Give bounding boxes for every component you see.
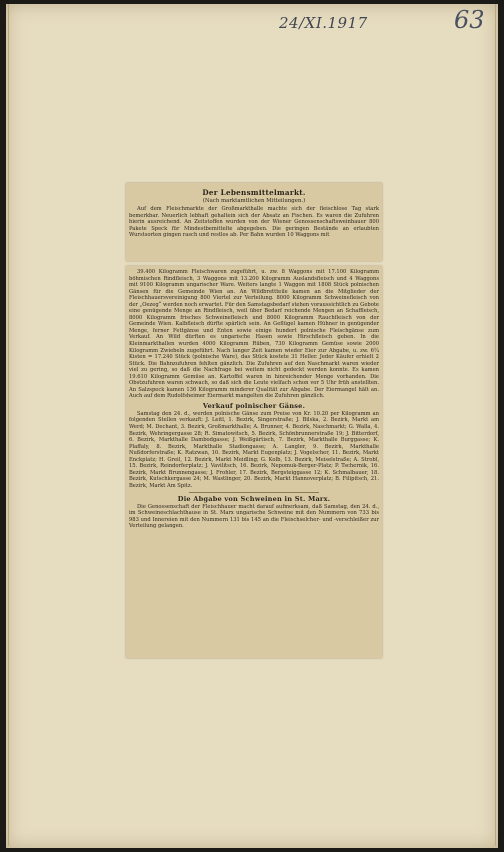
handwritten-date: 24/XI.1917 (279, 14, 368, 32)
geese-sale-paragraph: Samstag den 24. d., werden polnische Gänse zum Preise von Kr. 10.20 per Kilogramm an folgenden Stellen verkauft: J. Leitl, 1. Bezirk, Singerstraße; J. Bilska, 2. Bezirk, Markt am Werd; M. Dechant, 3. Bezirk, Großmarkthalle; A. Brunner, 4. Bezirk, Naschmarkt; G. Walla, 4. Bezirk, Wehringergasse 28; R. Simatowitsch, 5. Bezirk, Schönbrunnerstraße 19; J. Bitterdorf, 6. Bezirk, Markthalle Dambodgasse; J. Weißgärtisch, 7. Bezirk, Markthalle Burggasse; K. Plaffaly, 8. Bezirk, Markthalle Stadiongasse; A. Langler, 9. Bezirk, Markthalle Nußdorferstraße; K. Ratzwan, 10. Bezirk, Markt Eugenplatz; J. Vogelscher, 11. Bezirk, Markt Enckplatz; H. Greil, 12. Bezirk, Markt Meidling; G. Kolb, 13. Bezirk, Meiselstraße; A. Strobl, 15. Bezirk, Reindorferplatz; J. Vavilitsch, 16. Bezirk, Nepomuk-Berger-Platz; P. Tschernik, 16. Bezirk, Markt Brunnengasse; J. Frohler, 17. Bezirk, Bergsteiggasse 12; K. Schmalbauer, 18. Bezirk, Kutschkergasse 24; M. Wastlinger, 20. Bezirk, Markt Hannoverplatz; B. Filipitsch, 21. Bezirk, Markt Am Spitz. (129, 410, 379, 489)
handwritten-page-number: 63 (454, 6, 485, 34)
article-title: Der Lebensmittelmarkt. (202, 188, 306, 197)
pigs-distribution-paragraph: Die Genossenschaft der Fleischhauer macht darauf aufmerksam, daß Samstag, den 24. d., im Schweineschlachthause in St. Marx ungarische Schweine mit den Nummern von 733 bis 983 und Innereien mit den Nummern 131 bis 145 an die Fleischselcher- und -verschleißer zur Verteilung gelangen. (129, 503, 379, 530)
section-heading-geese: Verkauf polnischer Gänse. (202, 401, 306, 410)
article-body-paragraph: 39.400 Kilogramm Fleischwaren zugeführt, u. zw. 8 Waggons mit 17.100 Kilogramm böhmischen Rindfleisch, 3 Waggons mit 13.200 Kilogramm Auslandsfleisch und 4 Waggons mit 9100 Kilogramm ungarischer Ware. Weiters langte 1 Waggon mit 1808 Stück polnischen Gänsen für die Gemeinde Wien an. An Wildbrettteile kamen an die Mitglieder der Fleischhauersvereinigung 800 Viertel zur Verteilung. 8000 Kilogramm Schweinefleisch von der „Oezeg“ werden noch erwartet. Für den Samstagsbedarf stehen voraussichtlich zu Gebote eine genügende Menge an Rindfleisch, weil über Bedarf reichende Mengen an Schaffleisch, 8000 Kilogramm frisches Schweinefleisch und 8000 Kilogramm Rauchfleisch von der Gemeinde Wien. Kalbfleisch dürfte spärlich sein. An Geflügel kamen Hühner in genügender Menge, ferner Fettgänse und Enten sowie einige hundert polnische Fleischgänse zum Verkauf. An Wild dürften es ungarische Hasen sowie Hirschfleisch geben. In die Kleinmarkthallen wurden 4000 Kilogramm Rüben, 730 Kilogramm Gemüse sowie 2000 Kilogramm Zwiebeln zugeführt. Nach langer Zeit kamen wieder Eier zur Abgabe, u. zw. 6¼ Kisten = 17.240 Stück (polnische Ware), das Stück kostete 31 Heller. Jeder Käufer erhielt 2 Stück. Die Bahnzufuhren fehlten gänzlich. Die Zufuhren auf den Naschmarkt waren wieder viel zu gering, so daß die Nachfrage bei weitem nicht gedeckt werden konnte. Es kamen 19.610 Kilogramm Gemüse an. Kartoffel waren in hinreichender Menge vorhanden. Die Obstzufuhren waren schwach, so daß sich die Leute vielfach schon vor 5 Uhr früh anstellten. An Salzspeck kamen 136 Kilogramm minderer Qualität zur Abgabe. Der Eiermangel hält an. Auch auf dem Rudolfsheimer Eiermarkt mangelten die Zufuhren gänzlich. (129, 269, 379, 400)
section-heading-pigs: Die Abgabe von Schweinen in St. Marx. (177, 494, 331, 503)
article-intro-text: Auf dem Fleischmarkte der Großmarkthalle machte sich der fleischlose Tag stark bemerkbar. Neuerlich lebhaft gehaltein sich der Absatz an Fischen. Es waren die Zufuhren hierin ausreichend. An Zeitstoffen wurden von der Wiener Genossenschaftsweinbauer 800 Pakete Speck für Mindestbemittelte abgegeben. Die geringen Bestände an erlaubten Wurstsorten gingen rasch und restlos ab. Per Bahn wurden 10 Waggons mit (129, 206, 379, 239)
article-subtitle: (Nach marktamtlichen Mitteilungen.) (202, 198, 306, 204)
section-divider (189, 492, 319, 493)
newspaper-clipping-main (126, 266, 382, 658)
newspaper-clipping-top (126, 183, 382, 261)
